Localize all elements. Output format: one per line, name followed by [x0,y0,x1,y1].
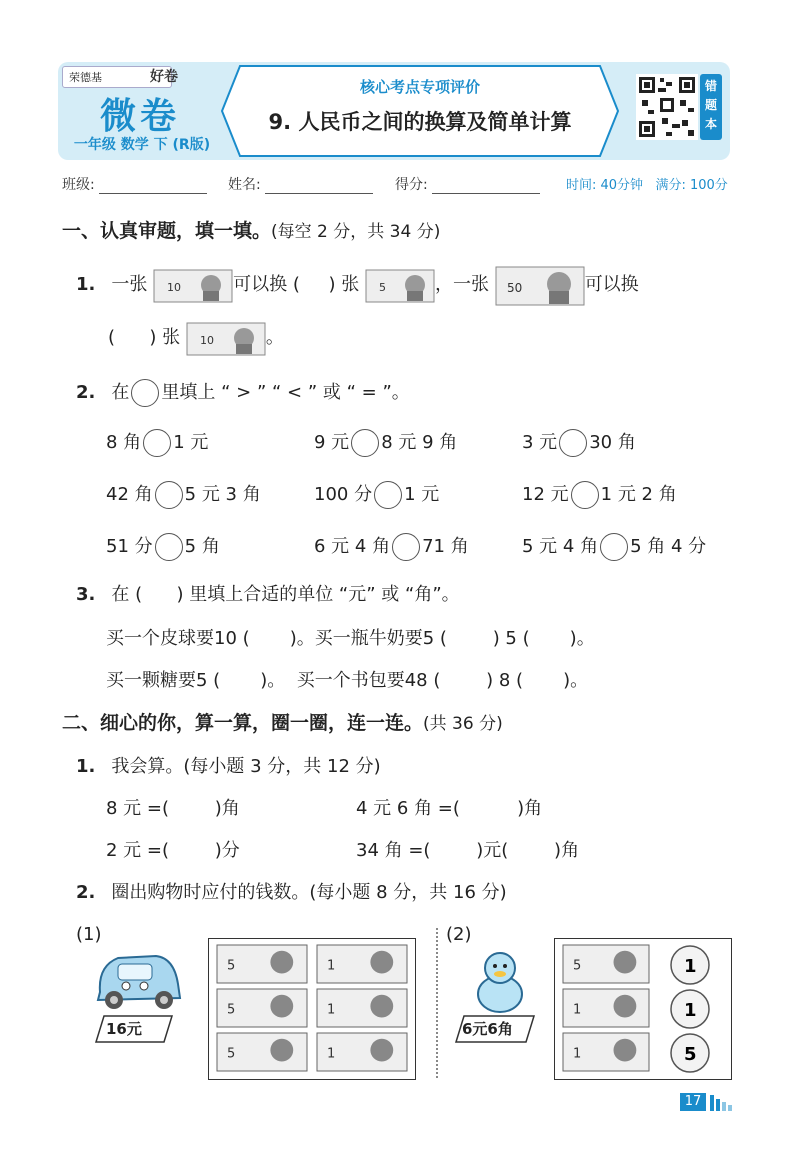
brand-logo: 好卷 [150,69,178,85]
s2-q1-instruction: 1. 我会算。(每小题 3 分，共 12 分) [76,756,381,777]
brand-label: 荣德基 [62,66,172,88]
compare-row-3: 51 分 5 角 [106,532,220,561]
bill-value: 5 [227,958,236,974]
coin-icon [671,1034,709,1072]
q3-line1: 买一个皮球要10 ( )。买一瓶牛奶要5 ( ) 5 ( )。 [106,628,595,649]
q3-line2: 买一颗糖要5 ( )。 买一个书包要48 ( ) 8 ( )。 [106,670,589,691]
bill-icon [217,1033,307,1071]
part-2-label: (2) [446,924,472,945]
score-field[interactable]: 得分: [395,174,540,194]
bill-icon [317,989,407,1027]
compare-circle-icon [131,379,159,407]
compare-row-2c: 12 元 1 元 2 角 [522,480,677,509]
compare-row-2b: 100 分 1 元 [314,480,439,509]
coin-value: 1 [684,1000,697,1021]
answer-circle[interactable] [143,429,171,457]
bill-value: 1 [327,958,336,974]
error-book-tag: 错题本 [700,74,722,140]
class-field[interactable]: 班级: [62,174,207,194]
compare-row-3c: 5 元 4 角 5 角 4 分 [522,532,706,561]
duck-toy-icon [470,946,530,1016]
calc-item-2: 4 元 6 角 =( )角 [356,798,543,819]
compare-row-1c: 3 元 30 角 [522,428,636,457]
money-box-2[interactable] [554,938,732,1080]
coin-icon [671,990,709,1028]
bill-icon [217,945,307,983]
compare-row-1b: 9 元 8 元 9 角 [314,428,457,457]
bill-value: 1 [327,1002,336,1018]
answer-circle[interactable] [600,533,628,561]
page-number: 17 [680,1093,706,1111]
page-title: 9. 人民币之间的换算及简单计算 [268,110,572,134]
fifty-yuan-bill-icon [495,264,585,306]
bill-value: 5 [573,958,582,974]
ten-yuan-bill-icon [186,320,266,356]
answer-circle[interactable] [351,429,379,457]
bill-icon [317,945,407,983]
price-1-text: 16元 [106,1020,142,1038]
compare-row-1: 8 角 1 元 [106,428,208,457]
calc-item-4: 34 角 =( )元( )角 [356,840,580,861]
bill-icon [317,1033,407,1071]
name-field[interactable]: 姓名: [228,174,373,194]
q1-line2: ( ) 张 10 。 [108,320,284,356]
svg-text:5: 5 [378,281,386,294]
time-limit: 时间: 40分钟 满分: 100分 [566,178,728,193]
svg-text:50: 50 [506,281,522,295]
bill-value: 5 [227,1046,236,1062]
ten-yuan-bill-icon [153,267,233,303]
section-1-title: 一、认真审题，填一填。(每空 2 分，共 34 分) [62,220,441,242]
calc-item-3: 2 元 =( )分 [106,840,240,861]
q2-instruction: 2. 在 里填上 “ > ” “ < ” 或 “ = ”。 [76,378,410,407]
bill-icon [563,989,649,1027]
qr-code-icon[interactable] [636,74,698,140]
part-1-label: (1) [76,924,102,945]
divider [436,928,438,1078]
s2-q2-instruction: 2. 圈出购物时应付的钱数。(每小题 8 分，共 16 分) [76,882,507,903]
answer-circle[interactable] [571,481,599,509]
price-2-text: 6元6角 [462,1020,513,1038]
q3-instruction: 3. 在 ( ) 里填上合适的单位 “元” 或 “角”。 [76,584,460,605]
q1-line1: 1. 一张 10 可以换 ( ) 张 5 ，一张 50 可以换 [76,264,639,306]
page-bars-icon [710,1093,738,1111]
answer-circle[interactable] [155,533,183,561]
money-box-1[interactable] [208,938,416,1080]
svg-text:10: 10 [199,334,214,347]
toy-car-icon [88,944,188,1014]
calc-item-1: 8 元 =( )角 [106,798,240,819]
compare-row-2: 42 角 5 元 3 角 [106,480,261,509]
bill-icon [563,945,649,983]
answer-circle[interactable] [559,429,587,457]
bill-value: 1 [573,1046,582,1062]
category-label: 核心考点专项评价 [359,78,480,96]
bill-value: 1 [573,1002,582,1018]
compare-row-3b: 6 元 4 角 71 角 [314,532,469,561]
answer-circle[interactable] [155,481,183,509]
coin-icon [671,946,709,984]
grade-label: 一年级 数学 下 (R版) [73,137,211,153]
bill-icon [217,989,307,1027]
svg-text:10: 10 [167,281,182,294]
bill-icon [563,1033,649,1071]
answer-circle[interactable] [374,481,402,509]
five-yuan-bill-icon [365,267,435,303]
section-2-title: 二、细心的你，算一算，圈一圈，连一连。(共 36 分) [62,712,503,734]
coin-value: 1 [684,956,697,977]
bill-value: 5 [227,1002,236,1018]
series-title: 微卷 [99,96,180,137]
bill-value: 1 [327,1046,336,1062]
bills-group-2 [555,939,731,1079]
coin-value: 5 [684,1044,697,1065]
bills-group-1 [209,939,415,1079]
answer-circle[interactable] [392,533,420,561]
